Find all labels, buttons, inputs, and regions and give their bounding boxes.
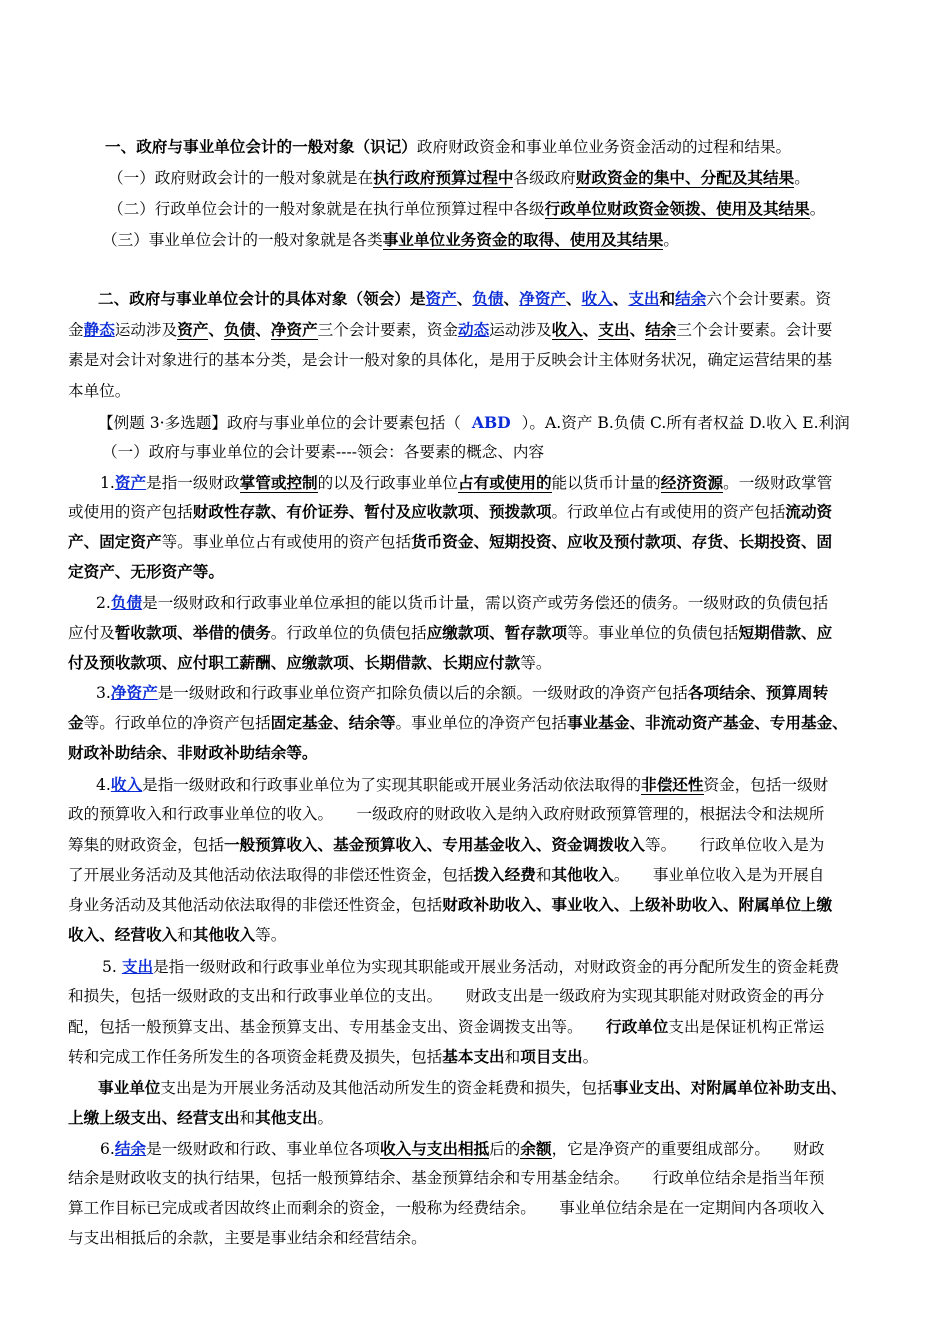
s1-item-2: （二）行政单位会计的一般对象就是在执行单位预算过程中各级行政单位财政资金领拨、使用及其结果。 (108, 199, 826, 218)
s2-line-1: 二、政府与事业单位会计的具体对象（领会）是资产、负债、净资产、收入、支出和结余六个会计要素。资 (98, 289, 832, 308)
e6-line-4: 与支出相抵后的余款，主要是事业结余和经营结余。 (68, 1229, 427, 1247)
term-asset: 资产 (114, 473, 147, 492)
s1-title-rest: 政府财政资金和事业单位业务资金活动的过程和结果。 (416, 138, 792, 156)
e1-line-1: 1.资产是指一级财政掌管或控制的以及行政事业单位占有或使用的能以货币计量的经济资源。一级财政掌管 (100, 473, 833, 492)
e5-para-2-line-1: 事业单位支出是为开展业务活动及其他活动所发生的资金耗费和损失，包括事业支出、对附属单位补助支出、 (98, 1078, 847, 1097)
e1-line-4: 定资产、无形资产等。 (68, 562, 224, 581)
s1-title-line (105, 132, 920, 162)
e2-line-2: 应付及暂收款项、举借的债务。行政单位的负债包括应缴款项、暂存款项等。事业单位的负债包括短期借款、应 (68, 623, 833, 642)
e4-line-4: 了开展业务活动及其他活动依法取得的非偿还性资金，包括拨入经费和其他收入。 事业单位收入是为开展自 (68, 865, 825, 884)
e4-line-2: 政的预算收入和行政事业单位的收入。 一级政府的财政收入是纳入政府财政预算管理的，根据法令和法规所 (68, 805, 825, 823)
e2-line-1: 2.负债是一级财政和行政事业单位承担的能以货币计量，需以资产或劳务偿还的债务。一级财政的负债包括 (96, 593, 829, 612)
e6-line-1: 6.结余是一级财政和行政、事业单位各项收入与支出相抵后的余额，它是净资产的重要组成部分。 财政 (100, 1139, 825, 1158)
e4-line-1: 4.收入是指一级财政和行政事业单位为了实现其职能或开展业务活动依法取得的非偿还性资金，包括一级财 (96, 775, 829, 794)
e5-line-3: 配，包括一般预算支出、基金预算支出、专用基金支出、资金调拨支出等。 行政单位支出是保证机构正常运 (68, 1017, 825, 1036)
e3-line-2: 金等。行政单位的净资产包括固定基金、结余等。事业单位的净资产包括事业基金、非流动资产基金、专用基金、 (68, 713, 848, 732)
e6-line-3: 算工作目标已完成或者因故终止而剩余的资金，一般称为经费结余。 事业单位结余是在一定期间内各项收入 (68, 1199, 825, 1217)
term-income: 收入 (110, 775, 143, 794)
e5-para-2-line-2: 上缴上级支出、经营支出和其他支出。 (68, 1108, 334, 1127)
e1-line-2: 或使用的资产包括财政性存款、有价证券、暂付及应收款项、预拨款项。行政单位占有或使用的资产包括流动资 (68, 502, 833, 521)
term-surplus: 结余 (114, 1139, 147, 1158)
e5-line-4: 转和完成工作任务所发生的各项资金耗费及损失，包括基本支出和项目支出。 (68, 1047, 599, 1066)
term-net-asset: 净资产 (110, 683, 158, 702)
s1-item-3: （三）事业单位会计的一般对象就是各类事业单位业务资金的取得、使用及其结果。 (102, 230, 680, 249)
s1-title: 一、政府与事业单位会计的一般对象（识记） (105, 137, 417, 156)
e5-line-2: 和损失，包括一级财政的支出和行政事业单位的支出。 财政支出是一级政府为实现其职能对财政资金的再分 (68, 987, 825, 1005)
subsection-title: （一）政府与事业单位的会计要素----领会：各要素的概念、内容 (102, 443, 545, 461)
s2-title: 二、政府与事业单位会计的具体对象（领会）是 (98, 289, 426, 308)
s2-line-4: 本单位。 (68, 382, 131, 400)
term-liability: 负债 (110, 593, 143, 612)
e1-line-3: 产、固定资产等。事业单位占有或使用的资产包括货币资金、短期投资、应收及预付款项、存货、长期投资、固 (68, 532, 833, 551)
example-answer: ABD (471, 413, 511, 432)
e3-line-3: 财政补助结余、非财政补助结余等。 (68, 743, 318, 762)
s2-line-2: 金静态运动涉及资产、负债、净资产三个会计要素，资金动态运动涉及收入、支出、结余三个会计要素。会计要 (68, 320, 833, 339)
s1-item-1: （一）政府财政会计的一般对象就是在执行政府预算过程中各级政府财政资金的集中、分配及其结果。 (108, 168, 810, 187)
example-question: 【例题 3·多选题】政府与事业单位的会计要素包括（ ABD ）。A.资产 B.负债 C.所有者权益 D.收入 E.利润 (98, 413, 850, 432)
e3-line-1: 3.净资产是一级财政和行政事业单位资产扣除负债以后的余额。一级财政的净资产包括各项结余、预算周转 (96, 683, 829, 702)
e4-line-6: 收入、经营收入和其他收入等。 (68, 925, 287, 944)
e4-line-3: 筹集的财政资金，包括一般预算收入、基金预算收入、专用基金收入、资金调拨收入等。 行政单位收入是为 (68, 835, 825, 854)
s2-line-3: 素是对会计对象进行的基本分类，是会计一般对象的具体化，是用于反映会计主体财务状况，确定运营结果的基 (68, 351, 833, 369)
e4-line-5: 身业务活动及其他活动依法取得的非偿还性资金，包括财政补助收入、事业收入、上级补助收入、附属单位上缴 (68, 895, 833, 914)
e6-line-2: 结余是财政收支的执行结果，包括一般预算结余、基金预算结余和专用基金结余。 行政单位结余是指当年预 (68, 1169, 825, 1187)
term-expense: 支出 (121, 957, 154, 976)
e5-line-1: 5. 支出是指一级财政和行政事业单位为实现其职能或开展业务活动，对财政资金的再分配所发生的资金耗费 (102, 957, 840, 976)
e2-line-3: 付及预收款项、应付职工薪酬、应缴款项、长期借款、长期应付款等。 (68, 653, 552, 672)
